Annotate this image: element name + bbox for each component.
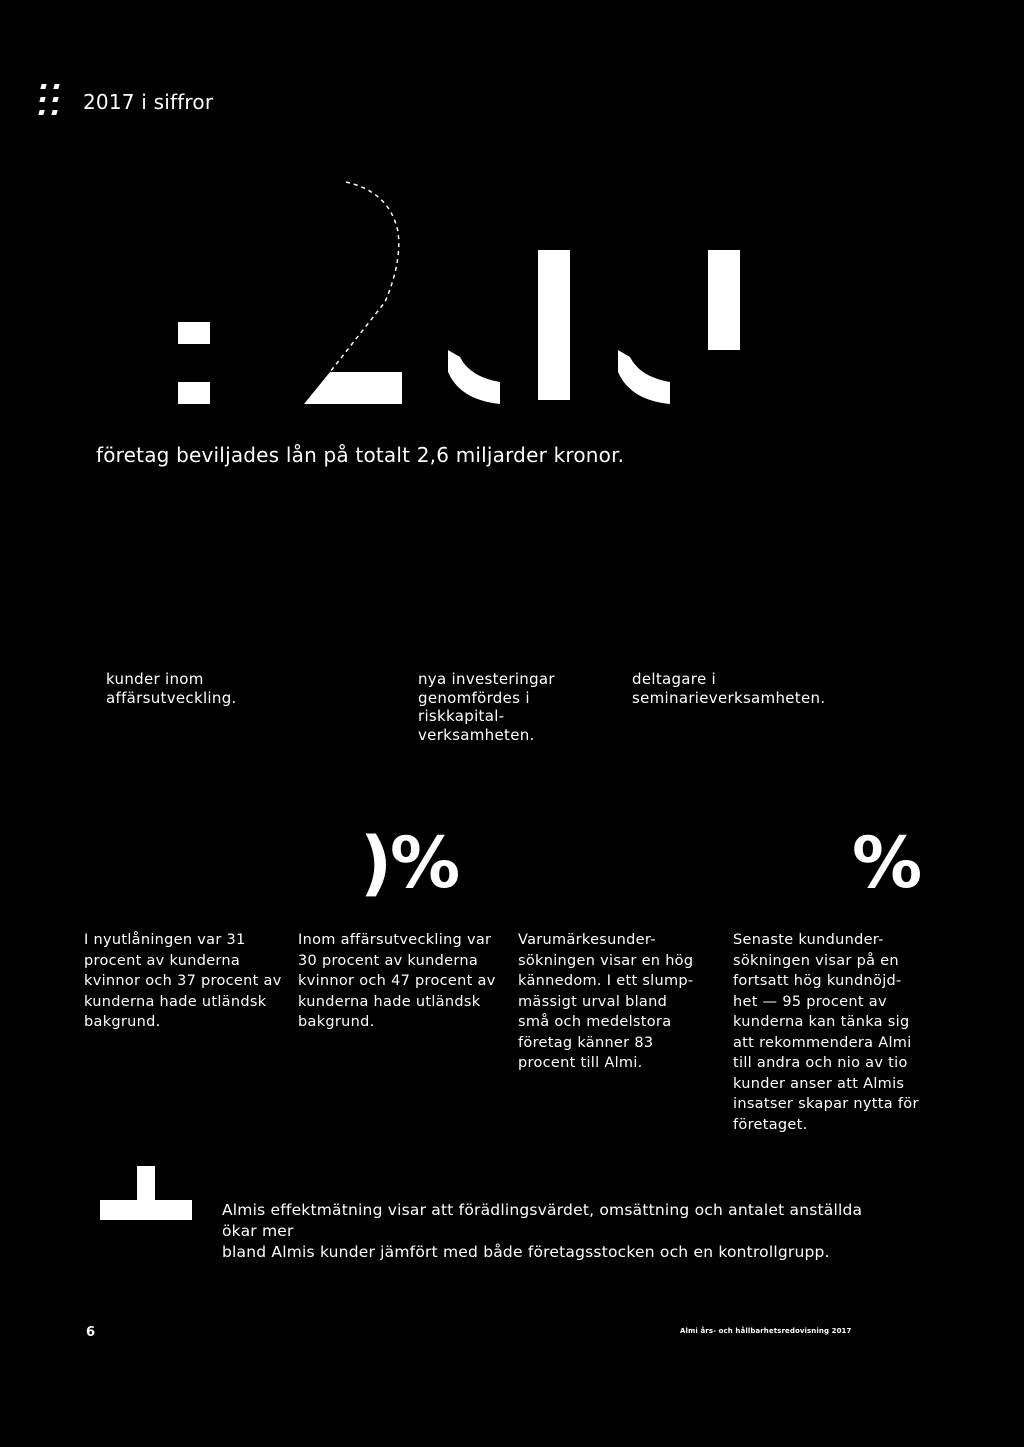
- percent-figure-1: )%: [360, 822, 459, 904]
- effect-measurement-text: Almis effektmätning visar att förädlingsvärdet, omsättning och antalet anställda ökar mer bland Almis kunder jämfört med både företagsstocken och en kontrollgrupp.: [222, 1201, 863, 1261]
- column-brand-survey: Varumärkesunder- sökningen visar en hög kännedom. I ett slump- mässigt urval bland små och medelstora företag känner 83 procent till Almi.: [518, 932, 694, 1071]
- report-title: Almi års- och hållbarhetsredovisning 2017: [680, 1327, 852, 1335]
- column-new-lending: I nyutlåningen var 31 procent av kunderna kvinnor och 37 procent av kunderna hade utländsk bakgrund.: [84, 932, 282, 1030]
- column-customer-survey: Senaste kundunder- sökningen visar på en fortsatt hög kundnöjd- het — 95 procent av kunderna kan tänka sig att rekommendera Almi till andra och nio av tio kunder anser att Almis insatser skapar nytta för företaget.: [733, 932, 919, 1133]
- hero-number-graphic: [170, 172, 770, 412]
- hero-caption: företag beviljades lån på totalt 2,6 miljarder kronor.: [96, 443, 625, 467]
- page-number: 6: [86, 1325, 96, 1340]
- plus-icon: [100, 1166, 192, 1226]
- stat-new-investments: nya investeringar genomfördes i riskkapital- verksamheten.: [418, 670, 555, 744]
- stat-customers-business-development: kunder inom affärsutveckling.: [106, 670, 237, 707]
- stat-seminar-participants: deltagare i seminarieverksamheten.: [632, 670, 826, 707]
- column-business-development: Inom affärsutveckling var 30 procent av kunderna kvinnor och 47 procent av kunderna hade utländsk bakgrund.: [298, 932, 496, 1030]
- section-title: 2017 i siffror: [83, 90, 214, 114]
- percent-figure-2: %: [852, 822, 921, 904]
- almi-dots-icon: [39, 84, 65, 116]
